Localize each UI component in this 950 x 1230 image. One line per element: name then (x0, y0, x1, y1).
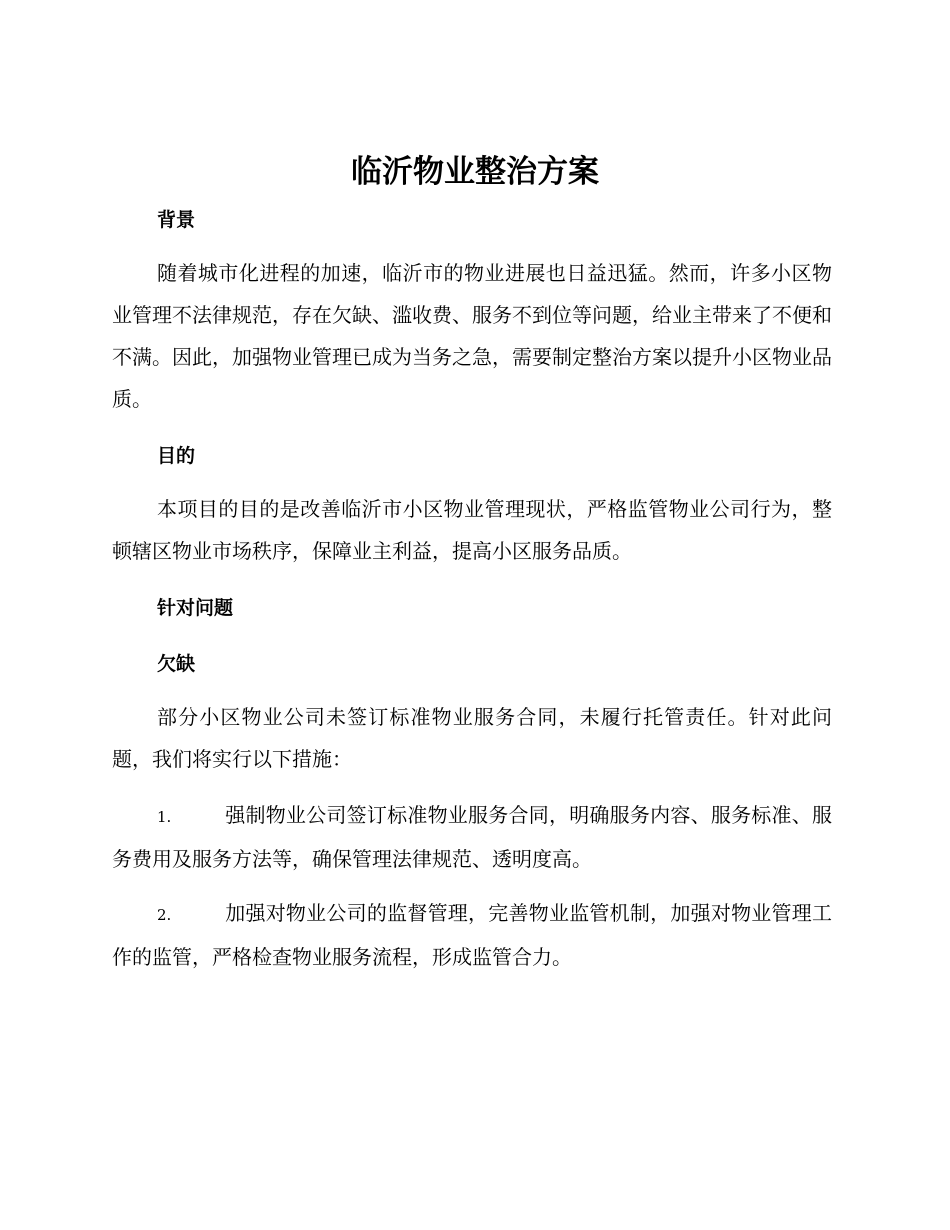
section-heading-background: 背景 (157, 209, 196, 231)
measure-text: 加强对物业公司的监督管理，完善物业监管机制，加强对物业管理工作的监管，严格检查物业服务流程，形成监管合力。 (112, 901, 832, 969)
section-heading-deficiency: 欠缺 (157, 653, 196, 675)
measure-number: 2. (157, 906, 172, 924)
measure-number: 1. (157, 808, 172, 826)
section-paragraph-background: 随着城市化进程的加速，临沂市的物业进展也日益迅猛。然而，许多小区物业管理不法律规范，存在欠缺、滥收费、服务不到位等问题，给业主带来了不便和不满。因此，加强物业管理已成为当务之急，需要制定整治方案以提升小区物业品质。 (112, 261, 832, 411)
measure-item (112, 794, 832, 880)
section-heading-issues: 针对问题 (157, 597, 234, 619)
measure-text: 强制物业公司签订标准物业服务合同，明确服务内容、服务标准、服务费用及服务方法等，确保管理法律规范、透明度高。 (112, 803, 832, 871)
section-paragraph-deficiency: 部分小区物业公司未签订标准物业服务合同，未履行托管责任。针对此问题，我们将实行以下措施： (112, 705, 832, 771)
document-title: 临沂物业整治方案 (351, 154, 599, 190)
measure-item (112, 892, 832, 978)
section-paragraph-purpose: 本项目的目的是改善临沂市小区物业管理现状，严格监管物业公司行为，整顿辖区物业市场秩序，保障业主利益，提高小区服务品质。 (112, 497, 832, 563)
section-heading-purpose: 目的 (157, 445, 196, 467)
